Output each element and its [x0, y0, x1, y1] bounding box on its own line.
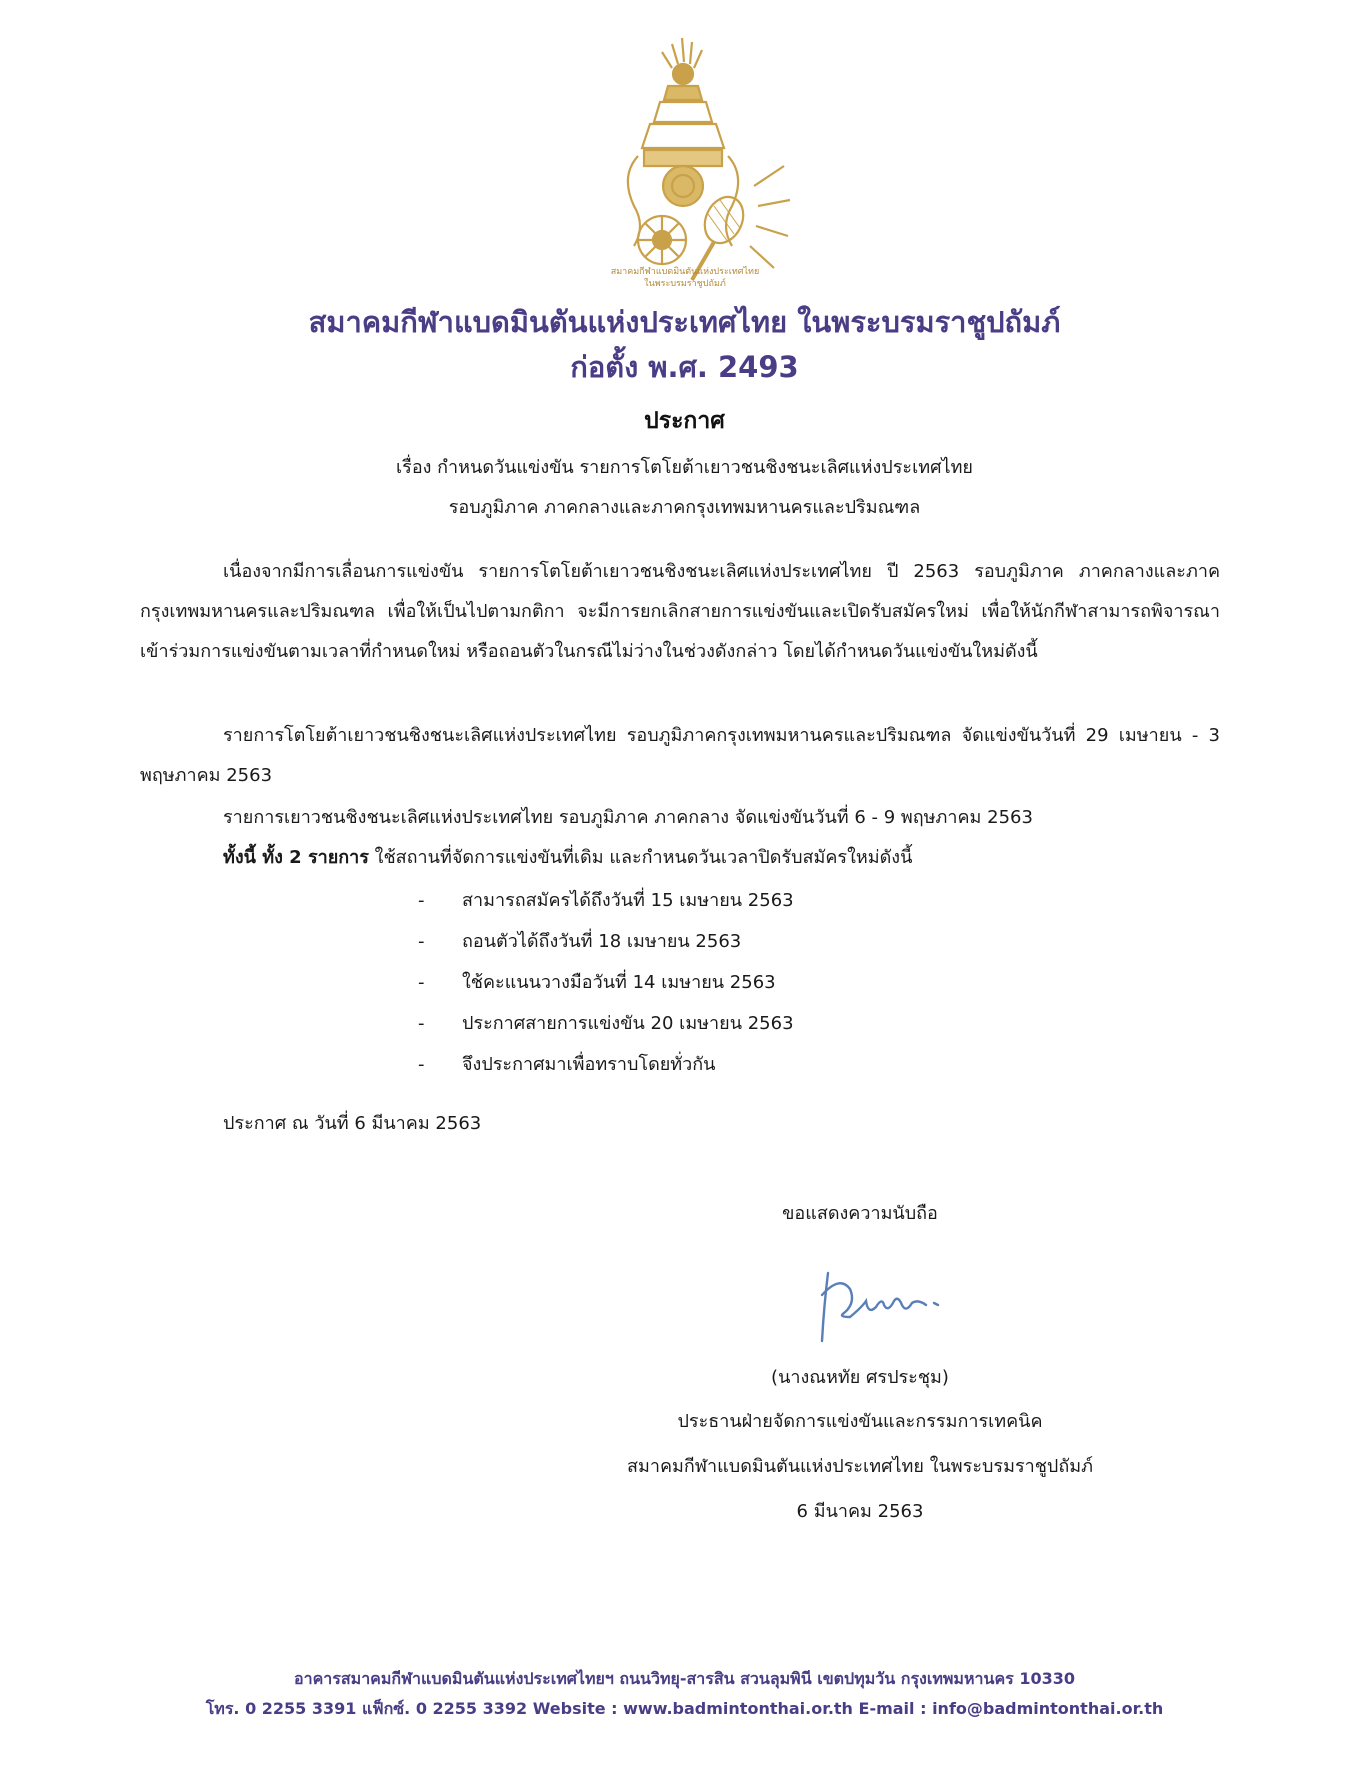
handwritten-signature — [810, 1255, 970, 1347]
association-emblem-icon — [574, 36, 796, 288]
list-item — [418, 880, 1118, 921]
deadline-list — [418, 880, 1118, 1085]
para4-text: ใช้สถานที่จัดการแข่งขันที่เดิม และกำหนดวันเวลาปิดรับสมัครใหม่ดังนี้ — [368, 847, 913, 868]
subject-line-2: รอบภูมิภาค ภาคกลางและภาคกรุงเทพมหานครและปริมณฑล — [448, 497, 921, 518]
bullet-dash: - — [418, 890, 425, 911]
signatory-org: สมาคมกีฬาแบดมินตันแห่งประเทศไทย ในพระบรมราชูปถัมภ์ — [626, 1456, 1093, 1477]
announcement-date: ประกาศ ณ วันที่ 6 มีนาคม 2563 — [223, 1113, 482, 1134]
bullet-dash: - — [418, 972, 425, 993]
body-paragraph-2: รายการโตโยต้าเยาวชนชิงชนะเลิศแห่งประเทศไทย รอบภูมิภาคกรุงเทพมหานครและปริมณฑล จัดแข่งขันวันที่ 29 เมษายน - 3 พฤษภาคม 2563 — [140, 725, 1220, 786]
body-paragraph-1: เนื่องจากมีการเลื่อนการแข่งขัน รายการโตโยต้าเยาวชนชิงชนะเลิศแห่งประเทศไทย ปี 2563 รอบภูมิภาค ภาคกลางและภาคกรุงเทพมหานครและปริมณฑล เพื่อให้เป็นไปตามกติกา จะมีการยกเลิกสายการแข่งขันและเปิดรับสมัครใหม่ เพื่อให้นักกีฬาสามารถพิจารณาเข้าร่วมการแข่งขันตามเวลาที่กำหนดใหม่ หรือถอนตัวในกรณีไม่ว่างในช่วงดังกล่าว โดยได้กำหนดวันแข่งขันใหม่ดังนี้ — [140, 561, 1220, 662]
org-name-title: สมาคมกีฬาแบดมินตันแห่งประเทศไทย ในพระบรมราชูปถัมภ์ — [308, 305, 1061, 339]
bullet-dash: - — [418, 931, 425, 952]
list-item-text: ประกาศสายการแข่งขัน 20 เมษายน 2563 — [462, 1013, 794, 1034]
list-item-text: สามารถสมัครได้ถึงวันที่ 15 เมษายน 2563 — [462, 890, 794, 911]
emblem-ring-text: สมาคมกีฬาแบดมินตันแห่งประเทศไทย — [610, 267, 760, 277]
body-paragraph-4 — [223, 838, 1223, 878]
signatory-name: (นางณหทัย ศรประชุม) — [771, 1367, 949, 1388]
list-item-text: ถอนตัวได้ถึงวันที่ 18 เมษายน 2563 — [462, 931, 742, 952]
founded-subtitle: ก่อตั้ง พ.ศ. 2493 — [570, 350, 799, 384]
emblem-ring-text-2: ในพระบรมราชูปถัมภ์ — [644, 279, 726, 288]
signatory-role: ประธานฝ่ายจัดการแข่งขันและกรรมการเทคนิค — [677, 1411, 1043, 1432]
para4-emphasis: ทั้งนี้ ทั้ง 2 รายการ — [223, 847, 369, 868]
body-paragraph-3: รายการเยาวชนชิงชนะเลิศแห่งประเทศไทย รอบภูมิภาค ภาคกลาง จัดแข่งขันวันที่ 6 - 9 พฤษภาคม 2563 — [223, 807, 1033, 828]
bullet-dash: - — [418, 1013, 425, 1034]
list-item — [418, 1044, 1118, 1085]
footer-address: อาคารสมาคมกีฬาแบดมินตันแห่งประเทศไทยฯ ถนนวิทยุ-สารสิน สวนลุมพินี เขตปทุมวัน กรุงเทพมหานคร 10330 — [294, 1669, 1075, 1688]
bullet-dash: - — [418, 1054, 425, 1075]
list-item — [418, 962, 1118, 1003]
list-item-text: จึงประกาศมาเพื่อทราบโดยทั่วกัน — [462, 1054, 716, 1075]
list-item — [418, 1003, 1118, 1044]
closing-regards: ขอแสดงความนับถือ — [782, 1203, 938, 1224]
footer-contact: โทร. 0 2255 3391 แฟ็กซ์. 0 2255 3392 Website : www.badmintonthai.or.th E-mail : info@badmintonthai.or.th — [205, 1699, 1164, 1718]
signature-date: 6 มีนาคม 2563 — [796, 1501, 924, 1522]
list-item — [418, 921, 1118, 962]
subject-line-1: เรื่อง กำหนดวันแข่งขัน รายการโตโยต้าเยาวชนชิงชนะเลิศแห่งประเทศไทย — [396, 457, 973, 478]
list-item-text: ใช้คะแนนวางมือวันที่ 14 เมษายน 2563 — [462, 972, 776, 993]
announcement-title: ประกาศ — [644, 408, 725, 434]
